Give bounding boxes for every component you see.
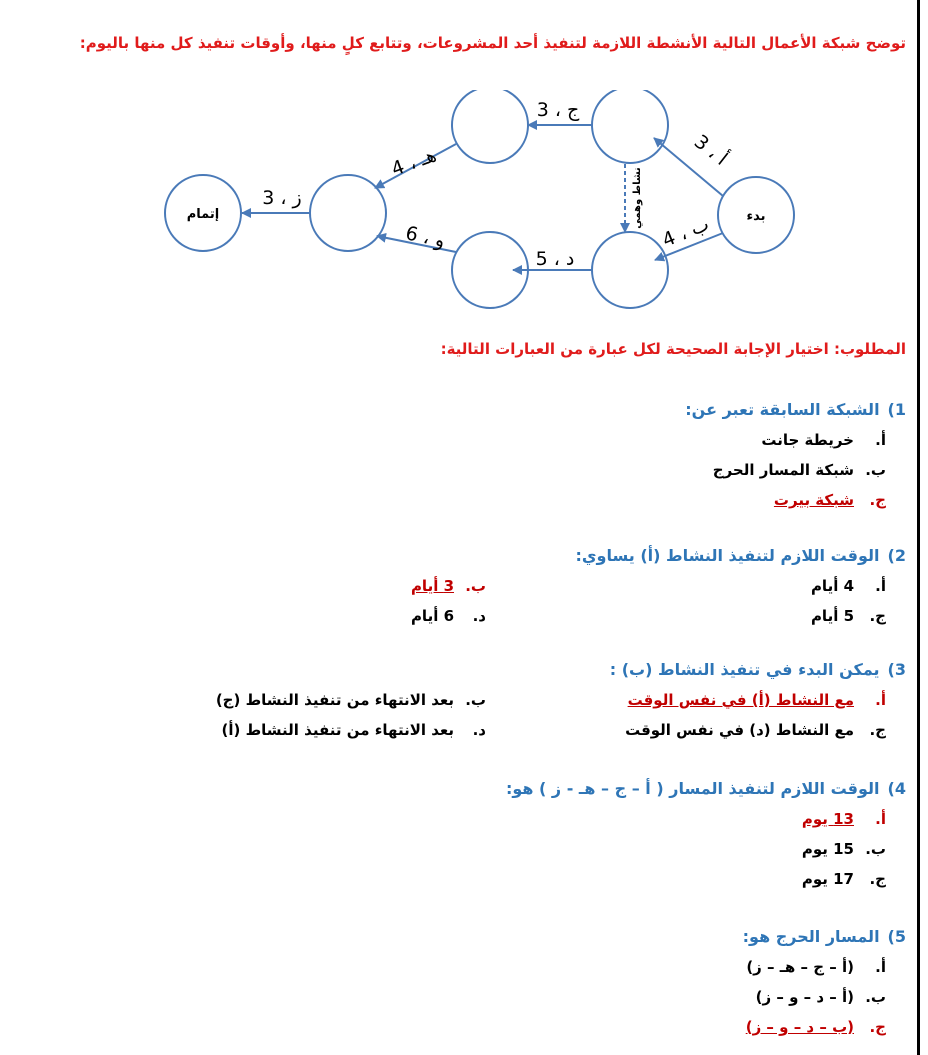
q5-option-a[interactable]: أ.(أ – ج – هـ – ز) (746, 958, 886, 976)
q1-number: 1) (887, 400, 906, 419)
question-1 (26, 395, 906, 515)
edge-c-label: ج ، 3 (536, 99, 580, 121)
q2-option-b-correct[interactable]: ب.3 أيام (410, 577, 486, 595)
node-merge (310, 175, 386, 251)
edge-g-label: ز ، 3 (262, 187, 302, 209)
q1-title: الشبكة السابقة تعبر عن: (685, 400, 880, 419)
q4-option-b[interactable]: ب.15 يوم (801, 840, 886, 858)
q2-title: الوقت اللازم لتنفيذ النشاط (أ) يساوي: (575, 546, 880, 565)
edge-d-label: د ، 5 (535, 248, 575, 270)
question-4 (26, 774, 906, 894)
q5-title: المسار الحرج هو: (742, 927, 880, 946)
node-start-label: بدء (746, 209, 766, 224)
intro-text: توضح شبكة الأعمال التالية الأنشطة اللازمة لتنفيذ أحد المشروعات، وتتابع كلٍ منها، وأوقات تنفيذ كل منها باليوم: (79, 34, 906, 52)
q3-number: 3) (887, 660, 906, 679)
q4-option-a-correct[interactable]: أ.13 يوم (801, 810, 886, 828)
question-2 (26, 541, 906, 631)
q2-option-d[interactable]: د.6 أيام (410, 607, 486, 625)
question-3 (26, 655, 906, 745)
required-heading: المطلوب: اختيار الإجابة الصحيحة لكل عبارة من العبارات التالية: (440, 340, 906, 358)
q1-option-c-correct[interactable]: ج.شبكة بيرت (773, 491, 886, 509)
project-network-diagram (0, 90, 920, 320)
question-5 (26, 922, 906, 1042)
q3-option-a-correct[interactable]: أ.مع النشاط (أ) في نفس الوقت (627, 691, 886, 709)
node-top-left (452, 90, 528, 163)
q3-option-c[interactable]: ج.مع النشاط (د) في نفس الوقت (625, 721, 886, 739)
q4-title: الوقت اللازم لتنفيذ المسار ( أ – ج – هـ - ز ) هو: (505, 779, 880, 798)
edge-f-label: و ، 6 (403, 222, 447, 252)
q5-number: 5) (887, 927, 906, 946)
q3-option-d[interactable]: د.بعد الانتهاء من تنفيذ النشاط (أ) (221, 721, 486, 739)
q1-option-b[interactable]: ب.شبكة المسار الحرج (712, 461, 886, 479)
q2-option-a[interactable]: أ.4 أيام (810, 577, 886, 595)
q5-option-b[interactable]: ب.(أ – د – و – ز) (755, 988, 886, 1006)
node-end-label: إتمام (186, 207, 220, 222)
q2-number: 2) (887, 546, 906, 565)
q5-option-c-correct[interactable]: ج.(ب – د – و – ز) (745, 1018, 886, 1036)
node-top-right (592, 90, 668, 163)
dummy-label: نشاط وهمي (632, 167, 643, 229)
q1-option-a[interactable]: أ.خريطة جانت (761, 431, 886, 449)
q4-option-c[interactable]: ج.17 يوم (801, 870, 886, 888)
q2-option-c[interactable]: ج.5 أيام (810, 607, 886, 625)
q3-title: يمكن البدء في تنفيذ النشاط (ب) : (609, 660, 880, 679)
q4-number: 4) (887, 779, 906, 798)
edge-b-label: ب ، 4 (659, 213, 713, 252)
edge-e-label: هـ ، 4 (388, 144, 440, 181)
node-bottom-right (592, 232, 668, 308)
q3-option-b[interactable]: ب.بعد الانتهاء من تنفيذ النشاط (ج) (215, 691, 486, 709)
edge-a-label: أ ، 3 (689, 130, 732, 170)
